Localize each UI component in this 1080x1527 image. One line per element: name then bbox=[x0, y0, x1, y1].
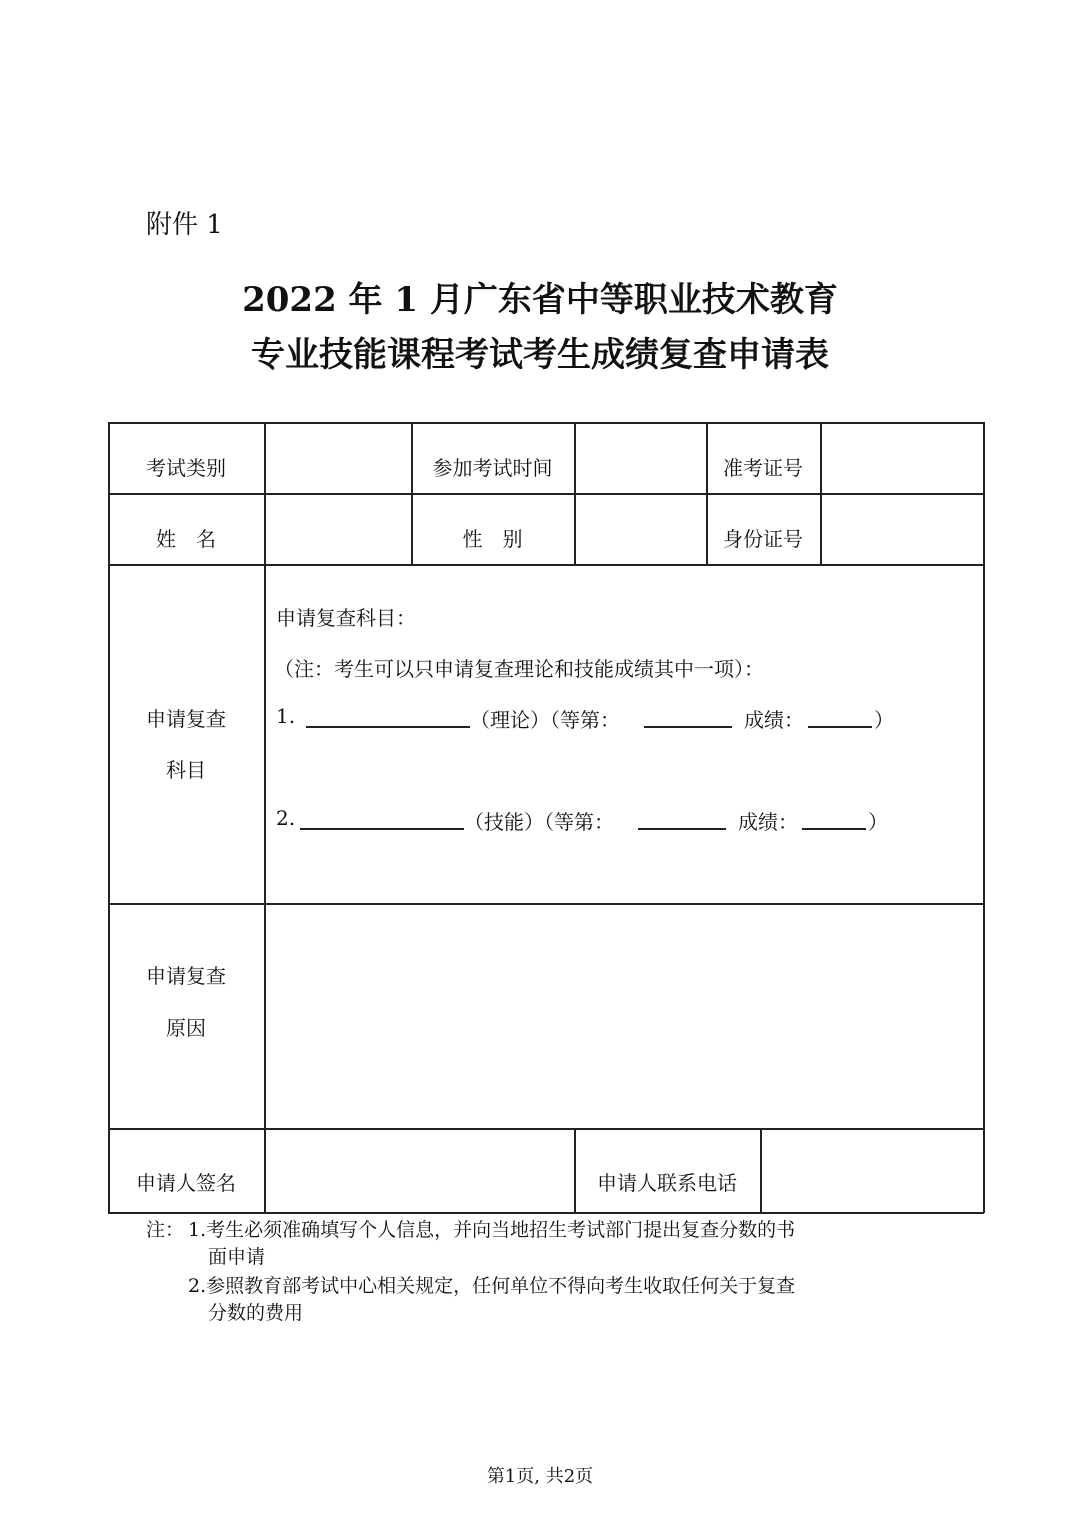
exam-time-label: 参加考试时间 bbox=[432, 456, 553, 480]
form-title-line1: 2022 年 1 月广东省中等职业技术教育 bbox=[242, 280, 838, 320]
item2-score-blank[interactable] bbox=[802, 828, 866, 830]
item2-score-label: 成绩： bbox=[738, 810, 798, 834]
item1-number: 1. bbox=[276, 704, 296, 728]
note2-line1: 2.参照教育部考试中心相关规定，任何单位不得向考生收取任何关于复查 bbox=[188, 1275, 796, 1297]
gender-field[interactable] bbox=[576, 495, 705, 563]
exam-type-label: 考试类别 bbox=[146, 456, 226, 480]
name-field[interactable] bbox=[266, 495, 410, 563]
signature-label: 申请人签名 bbox=[136, 1171, 236, 1195]
subjects-label-line2: 科目 bbox=[166, 758, 206, 782]
exam-type-field[interactable] bbox=[266, 424, 410, 492]
gender-label: 性 别 bbox=[462, 527, 523, 551]
form-title-line2: 专业技能课程考试考生成绩复查申请表 bbox=[251, 335, 829, 375]
item1-subject-blank[interactable] bbox=[306, 726, 470, 728]
subjects-heading: 申请复查科目： bbox=[276, 606, 416, 630]
ticket-number-label: 准考证号 bbox=[723, 456, 803, 480]
id-number-label: 身份证号 bbox=[723, 527, 803, 551]
ticket-number-field[interactable] bbox=[822, 424, 982, 492]
name-label: 姓 名 bbox=[156, 527, 216, 551]
note2-line2: 分数的费用 bbox=[208, 1302, 304, 1324]
item1-grade-blank[interactable] bbox=[644, 726, 732, 728]
signature-field[interactable] bbox=[266, 1130, 573, 1211]
item2-subject-blank[interactable] bbox=[300, 828, 464, 830]
page-footer: 第1页, 共2页 bbox=[486, 1466, 594, 1487]
item2-number: 2. bbox=[276, 806, 296, 830]
reason-label-line1: 申请复查 bbox=[146, 964, 226, 988]
reason-label-line2: 原因 bbox=[166, 1016, 206, 1040]
item2-type: （技能）（等第： bbox=[464, 810, 614, 834]
item1-type: （理论）（等第： bbox=[470, 708, 620, 732]
item2-grade-blank[interactable] bbox=[638, 828, 726, 830]
attachment-label: 附件 1 bbox=[146, 210, 223, 240]
reason-field[interactable] bbox=[266, 905, 982, 1127]
item2-close: ） bbox=[868, 810, 888, 834]
phone-field[interactable] bbox=[762, 1130, 982, 1211]
subjects-note: （注：考生可以只申请复查理论和技能成绩其中一项）： bbox=[274, 657, 764, 681]
item1-close: ） bbox=[874, 708, 894, 732]
subjects-label-line1: 申请复查 bbox=[146, 707, 226, 731]
phone-label: 申请人联系电话 bbox=[597, 1171, 737, 1195]
notes-prefix: 注： bbox=[146, 1219, 185, 1241]
id-number-field[interactable] bbox=[822, 495, 982, 563]
item1-score-label: 成绩： bbox=[744, 708, 804, 732]
note1-line2: 面申请 bbox=[208, 1246, 266, 1268]
exam-time-field[interactable] bbox=[576, 424, 705, 492]
item1-score-blank[interactable] bbox=[808, 726, 872, 728]
note1-line1: 1.考生必须准确填写个人信息，并向当地招生考试部门提出复查分数的书 bbox=[188, 1219, 796, 1241]
